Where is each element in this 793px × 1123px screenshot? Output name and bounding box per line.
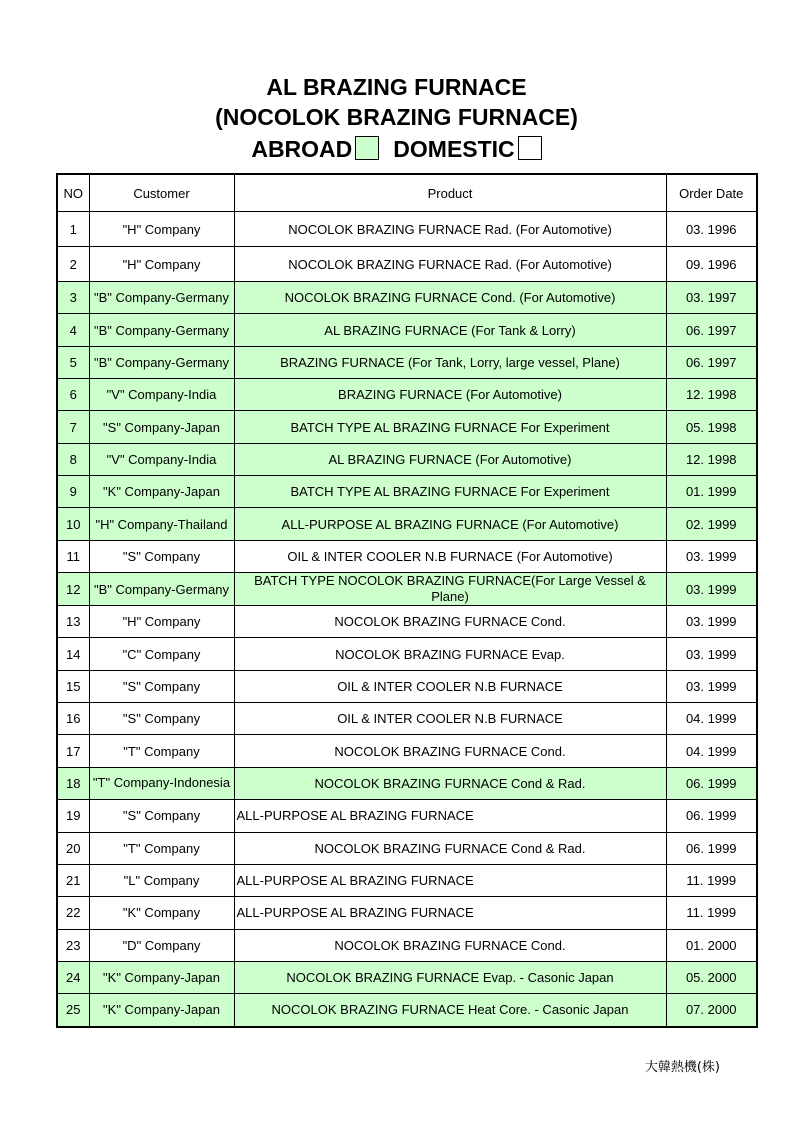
header-order-date: Order Date <box>666 174 757 212</box>
row-no: 18 <box>57 767 89 799</box>
row-product: NOCOLOK BRAZING FURNACE Cond. <box>234 929 666 961</box>
row-customer: "D" Company <box>89 929 234 961</box>
row-order-date: 05. 1998 <box>666 411 757 443</box>
row-customer: "B" Company-Germany <box>89 573 234 606</box>
row-customer: "H" Company <box>89 247 234 282</box>
row-order-date: 04. 1999 <box>666 703 757 735</box>
table-row <box>57 508 757 540</box>
row-order-date: 06. 1997 <box>666 346 757 378</box>
row-order-date: 03. 1996 <box>666 212 757 247</box>
row-customer: "B" Company-Germany <box>89 282 234 314</box>
row-product: OIL & INTER COOLER N.B FURNACE <box>234 703 666 735</box>
legend-domestic-label: DOMESTIC <box>393 135 515 162</box>
table-row <box>57 247 757 282</box>
row-customer: "L" Company <box>89 864 234 896</box>
page-title: AL BRAZING FURNACE <box>266 74 527 100</box>
row-order-date: 06. 1999 <box>666 800 757 832</box>
table-row <box>57 212 757 247</box>
table-row <box>57 832 757 864</box>
table-row <box>57 606 757 638</box>
row-product: NOCOLOK BRAZING FURNACE Cond & Rad. <box>234 832 666 864</box>
row-product: OIL & INTER COOLER N.B FURNACE <box>234 670 666 702</box>
row-customer: "K" Company-Japan <box>89 961 234 993</box>
table-row <box>57 573 757 606</box>
row-no: 11 <box>57 540 89 572</box>
row-no: 6 <box>57 379 89 411</box>
row-order-date: 03. 1999 <box>666 670 757 702</box>
row-product: ALL-PURPOSE AL BRAZING FURNACE (For Automotive) <box>234 508 666 540</box>
table-row <box>57 961 757 993</box>
table-row <box>57 540 757 572</box>
legend-domestic-swatch <box>518 136 542 160</box>
row-product: BRAZING FURNACE (For Tank, Lorry, large vessel, Plane) <box>234 346 666 378</box>
row-customer: "S" Company <box>89 800 234 832</box>
row-no: 20 <box>57 832 89 864</box>
row-order-date: 03. 1999 <box>666 606 757 638</box>
table-row <box>57 735 757 767</box>
row-order-date: 07. 2000 <box>666 994 757 1027</box>
table-row <box>57 994 757 1027</box>
row-no: 21 <box>57 864 89 896</box>
row-order-date: 01. 1999 <box>666 476 757 508</box>
row-no: 14 <box>57 638 89 670</box>
row-no: 10 <box>57 508 89 540</box>
row-no: 12 <box>57 573 89 606</box>
row-no: 1 <box>57 212 89 247</box>
row-no: 4 <box>57 314 89 346</box>
row-order-date: 03. 1999 <box>666 573 757 606</box>
row-order-date: 01. 2000 <box>666 929 757 961</box>
row-order-date: 06. 1997 <box>666 314 757 346</box>
row-product: NOCOLOK BRAZING FURNACE Cond. <box>234 735 666 767</box>
row-customer: "B" Company-Germany <box>89 314 234 346</box>
row-no: 25 <box>57 994 89 1027</box>
header-no: NO <box>57 174 89 212</box>
row-product: NOCOLOK BRAZING FURNACE Cond. (For Automotive) <box>234 282 666 314</box>
row-product: AL BRAZING FURNACE (For Tank & Lorry) <box>234 314 666 346</box>
row-product: BATCH TYPE AL BRAZING FURNACE For Experiment <box>234 411 666 443</box>
row-product: NOCOLOK BRAZING FURNACE Rad. (For Automotive) <box>234 247 666 282</box>
company-name: 大韓熱機(株) <box>644 1060 720 1075</box>
row-order-date: 02. 1999 <box>666 508 757 540</box>
page-subtitle: (NOCOLOK BRAZING FURNACE) <box>215 104 578 130</box>
row-customer: "H" Company <box>89 212 234 247</box>
legend-abroad-swatch <box>355 136 379 160</box>
table-row <box>57 670 757 702</box>
table-row <box>57 314 757 346</box>
row-product: OIL & INTER COOLER N.B FURNACE (For Automotive) <box>234 540 666 572</box>
row-order-date: 12. 1998 <box>666 443 757 475</box>
row-no: 19 <box>57 800 89 832</box>
row-no: 8 <box>57 443 89 475</box>
row-product: ALL-PURPOSE AL BRAZING FURNACE <box>234 897 666 929</box>
table-row <box>57 282 757 314</box>
order-table <box>56 173 758 1028</box>
row-no: 2 <box>57 247 89 282</box>
table-row <box>57 800 757 832</box>
header-product: Product <box>234 174 666 212</box>
row-product: AL BRAZING FURNACE (For Automotive) <box>234 443 666 475</box>
row-order-date: 09. 1996 <box>666 247 757 282</box>
row-order-date: 11. 1999 <box>666 897 757 929</box>
row-order-date: 06. 1999 <box>666 767 757 799</box>
header-customer: Customer <box>89 174 234 212</box>
legend-abroad-label: ABROAD <box>251 135 353 162</box>
row-no: 24 <box>57 961 89 993</box>
table-row <box>57 897 757 929</box>
row-customer: "V" Company-India <box>89 379 234 411</box>
row-customer: "K" Company <box>89 897 234 929</box>
table-header-row <box>57 174 757 212</box>
row-product: ALL-PURPOSE AL BRAZING FURNACE <box>234 800 666 832</box>
row-order-date: 03. 1999 <box>666 540 757 572</box>
row-order-date: 05. 2000 <box>666 961 757 993</box>
row-no: 15 <box>57 670 89 702</box>
legend <box>0 132 793 164</box>
table-row <box>57 411 757 443</box>
table-row <box>57 929 757 961</box>
row-customer: "S" Company <box>89 703 234 735</box>
row-no: 13 <box>57 606 89 638</box>
row-no: 5 <box>57 346 89 378</box>
row-customer: "S" Company-Japan <box>89 411 234 443</box>
row-customer: "T" Company <box>89 832 234 864</box>
row-customer: "T" Company-Indonesia <box>89 767 234 799</box>
row-customer: "V" Company-India <box>89 443 234 475</box>
row-product: BRAZING FURNACE (For Automotive) <box>234 379 666 411</box>
table-row <box>57 767 757 799</box>
row-customer: "K" Company-Japan <box>89 476 234 508</box>
table-row <box>57 476 757 508</box>
table-row <box>57 703 757 735</box>
row-order-date: 12. 1998 <box>666 379 757 411</box>
row-no: 9 <box>57 476 89 508</box>
row-no: 7 <box>57 411 89 443</box>
row-customer: "K" Company-Japan <box>89 994 234 1027</box>
row-order-date: 03. 1999 <box>666 638 757 670</box>
row-product: NOCOLOK BRAZING FURNACE Evap. <box>234 638 666 670</box>
row-product: NOCOLOK BRAZING FURNACE Cond. <box>234 606 666 638</box>
row-no: 22 <box>57 897 89 929</box>
row-customer: "H" Company <box>89 606 234 638</box>
row-customer: "B" Company-Germany <box>89 346 234 378</box>
row-customer: "T" Company <box>89 735 234 767</box>
row-order-date: 11. 1999 <box>666 864 757 896</box>
table-row <box>57 346 757 378</box>
row-product: NOCOLOK BRAZING FURNACE Cond & Rad. <box>234 767 666 799</box>
table-row <box>57 443 757 475</box>
row-no: 16 <box>57 703 89 735</box>
row-no: 23 <box>57 929 89 961</box>
row-order-date: 03. 1997 <box>666 282 757 314</box>
row-order-date: 06. 1999 <box>666 832 757 864</box>
row-order-date: 04. 1999 <box>666 735 757 767</box>
row-no: 17 <box>57 735 89 767</box>
row-product: NOCOLOK BRAZING FURNACE Heat Core. - Casonic Japan <box>234 994 666 1027</box>
table-row <box>57 638 757 670</box>
table-row <box>57 379 757 411</box>
row-product: NOCOLOK BRAZING FURNACE Rad. (For Automotive) <box>234 212 666 247</box>
row-customer: "H" Company-Thailand <box>89 508 234 540</box>
row-product: NOCOLOK BRAZING FURNACE Evap. - Casonic Japan <box>234 961 666 993</box>
row-customer: "S" Company <box>89 670 234 702</box>
row-customer: "S" Company <box>89 540 234 572</box>
row-customer: "C" Company <box>89 638 234 670</box>
table-row <box>57 864 757 896</box>
row-no: 3 <box>57 282 89 314</box>
row-product: BATCH TYPE AL BRAZING FURNACE For Experiment <box>234 476 666 508</box>
row-product: BATCH TYPE NOCOLOK BRAZING FURNACE(For Large Vessel & Plane) <box>234 573 666 606</box>
row-product: ALL-PURPOSE AL BRAZING FURNACE <box>234 864 666 896</box>
